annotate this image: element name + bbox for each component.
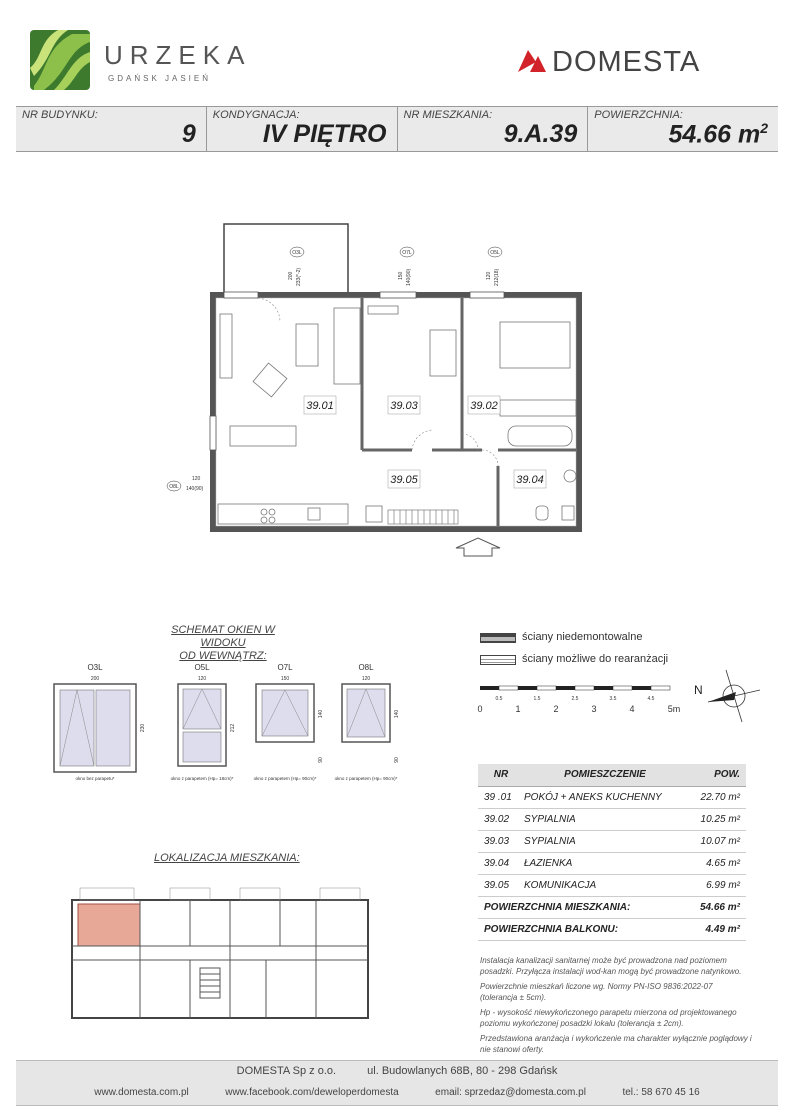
disclaimer-notes [480, 956, 752, 1060]
schema-width-o7l: 150 [280, 676, 290, 682]
schema-note-o8l: okno z parapetem (Hp= 90cm)* [334, 776, 398, 781]
balcony-outline [224, 224, 348, 296]
col-header-area: POW. [686, 764, 746, 786]
room-area: 4.65 m² [686, 852, 746, 874]
scale-major-3: 3 [591, 704, 597, 714]
rooms-header-row [478, 764, 746, 786]
room-label-3902: 39.02 [470, 400, 498, 412]
schema-note-o3l: okno bez parapetu* [75, 776, 115, 781]
col-header-name: POMIESZCZENIE [518, 764, 686, 786]
balcony-area-row [478, 918, 746, 940]
schema-width-o5l: 120 [197, 676, 207, 682]
movable-wall-label: ściany możliwe do rearanżacji [522, 653, 669, 665]
scale-major-2: 2 [553, 704, 559, 714]
window-schema [40, 662, 420, 802]
note-area-standard: Powierzchnie mieszkań liczone wg. Normy PN-ISO 9836:2022-07 (tolerancja ± 5cm). [480, 982, 713, 1002]
urzeka-leaf-icon [28, 28, 92, 92]
apartment-cell [398, 107, 589, 151]
room-nr: 39 .01 [478, 786, 518, 808]
room-name: ŁAZIENKA [518, 852, 686, 874]
footer-company: DOMESTA Sp z o.o. [236, 1065, 337, 1077]
footer-email-link[interactable]: email: sprzedaz@domesta.com.pl [435, 1087, 586, 1098]
scale-major-0: 0 [477, 704, 483, 714]
building-value: 9 [181, 120, 196, 148]
scale-major-1: 1 [515, 704, 521, 714]
dim-o7l-b: 140(90) [406, 268, 412, 286]
building-cell [16, 107, 207, 151]
room-name: SYPIALNIA [518, 808, 686, 830]
area-unit-sup: 2 [760, 119, 768, 136]
balcony-area-value: 4.49 m² [686, 918, 746, 940]
domesta-logo [518, 46, 768, 76]
scale-minor-0: 0.5 [495, 696, 503, 702]
table-row [478, 786, 746, 808]
location-keyplan [70, 880, 380, 1020]
footer-address: ul. Budowlanych 68B, 80 - 298 Gdańsk [367, 1065, 558, 1077]
location-title: LOKALIZACJA MIESZKANIA: [154, 852, 300, 864]
footer-website-link[interactable]: www.domesta.com.pl [94, 1087, 189, 1098]
scale-minor-1: 1.5 [533, 696, 541, 702]
schema-tag-o8l: O8L [358, 663, 374, 672]
table-row [478, 852, 746, 874]
window-tag-o8l: O8L [169, 484, 179, 490]
area-value [668, 120, 768, 149]
room-area: 22.70 m² [686, 786, 746, 808]
footer-contact-line [16, 1087, 778, 1098]
window-tag-o5l: O5L [490, 250, 500, 256]
note-arrangement: Przedstawiona aranżacja i wykończenie ma charakter wyłącznie poglądowy i nie stanowi oferty. [480, 1034, 752, 1054]
schema-width-o8l: 120 [361, 676, 371, 682]
schema-height-o8l: 140 [394, 709, 400, 719]
building-label: NR BUDYNKU: [22, 109, 98, 121]
apartment-label: NR MIESZKANIA: [403, 109, 493, 121]
table-row [478, 830, 746, 852]
scale-minor-3: 3.5 [609, 696, 617, 702]
room-name: SYPIALNIA [518, 830, 686, 852]
room-nr: 39.03 [478, 830, 518, 852]
urzeka-logo [28, 28, 252, 98]
balcony-area-label: POWIERZCHNIA BALKONU: [478, 918, 686, 940]
wardrobe-hatch [388, 510, 458, 524]
dim-o5l-a: 120 [486, 271, 492, 280]
highlighted-apartment [78, 904, 140, 946]
floor-value: IV PIĘTRO [262, 120, 387, 148]
room-area: 10.25 m² [686, 808, 746, 830]
table-row [478, 874, 746, 896]
window-tag-o3l: O3L [292, 250, 302, 256]
total-area-label: POWIERZCHNIA MIESZKANIA: [478, 896, 686, 918]
legend-row-movable [480, 652, 700, 674]
room-name: POKÓJ + ANEKS KUCHENNY [518, 786, 686, 808]
note-sill-height: Hp - wysokość niewykończonego parapetu mierzona od projektowanego poziomu wykończonej posadzki lokalu (tolerancja ± 2cm). [480, 1008, 737, 1028]
schema-height-o7l: 140 [318, 709, 324, 719]
area-label: POWIERZCHNIA: [594, 109, 683, 121]
dim-o3l-b: 233(*-2) [296, 267, 302, 286]
room-area: 6.99 m² [686, 874, 746, 896]
schema-sill-o7l: 90 [318, 757, 324, 763]
schema-sill-o8l: 90 [394, 757, 400, 763]
dim-o3l-a: 200 [288, 271, 294, 280]
dim-o8l-b: 140(90) [186, 486, 204, 492]
room-label-3903: 39.03 [390, 400, 418, 412]
room-name: KOMUNIKACJA [518, 874, 686, 896]
area-number: 54.66 m [668, 120, 761, 148]
schema-height-o5l: 212 [230, 723, 236, 733]
entrance-arrow-icon [456, 538, 500, 556]
room-nr: 39.02 [478, 808, 518, 830]
north-label: N [694, 683, 703, 697]
schema-note-o7l: okno z parapetem (Hp= 90cm)* [253, 776, 317, 781]
apartment-value: 9.A.39 [503, 120, 578, 148]
floor-cell [207, 107, 398, 151]
room-nr: 39.04 [478, 852, 518, 874]
room-area: 10.07 m² [686, 830, 746, 852]
dim-o7l-a: 150 [398, 271, 404, 280]
scale-major-5: 5m [667, 704, 681, 714]
domesta-mark-icon [518, 50, 546, 72]
project-subtitle: GDAŃSK JASIEŃ [108, 74, 212, 83]
project-name: URZEKA [104, 40, 252, 70]
dim-o8l-a: 120 [192, 476, 201, 482]
scale-minor-4: 4.5 [647, 696, 655, 702]
developer-logo-text: DOMESTA [552, 46, 701, 78]
schema-note-o5l: okno z parapetem (Hp= 18cm)* [170, 776, 234, 781]
total-area-row [478, 896, 746, 918]
total-area-value: 54.66 m² [686, 896, 746, 918]
schema-tag-o3l: O3L [87, 663, 103, 672]
floor-plan [160, 220, 600, 560]
window-schema-title [148, 624, 298, 663]
dim-o5l-b: 212(18) [494, 268, 500, 286]
area-cell [588, 107, 778, 151]
col-header-nr: NR [478, 764, 518, 786]
window-tag-o7l: O7L [402, 250, 412, 256]
room-nr: 39.05 [478, 874, 518, 896]
room-label-3904: 39.04 [516, 474, 544, 486]
note-sanitary: Instalacja kanalizacji sanitarnej może być prowadzona nad poziomem posadzki. Przyłącza instalacji wod-kan mogą być prowadzone natynkowo. [480, 956, 742, 976]
schema-tag-o7l: O7L [277, 663, 293, 672]
footer-phone[interactable]: tel.: 58 670 45 16 [622, 1087, 700, 1098]
schema-title-line2: OD WEWNĄTRZ: [179, 650, 267, 662]
footer-company-line [16, 1065, 778, 1077]
schema-height-o3l: 230 [140, 723, 146, 733]
furniture [218, 306, 576, 524]
movable-wall-swatch [480, 655, 516, 665]
footer-facebook-link[interactable]: www.facebook.com/deweloperdomesta [225, 1087, 399, 1098]
wall-legend [480, 630, 700, 674]
apartment-info-bar [16, 106, 778, 152]
scale-major-4: 4 [629, 704, 635, 714]
schema-width-o3l: 200 [90, 676, 100, 682]
table-row [478, 808, 746, 830]
footer [16, 1060, 778, 1106]
legend-row-fixed [480, 630, 700, 652]
schema-tag-o5l: O5L [194, 663, 210, 672]
schema-title-line1: SCHEMAT OKIEN W WIDOKU [171, 624, 275, 649]
fixed-wall-swatch [480, 633, 516, 643]
scale-minor-2: 2.5 [571, 696, 579, 702]
rooms-table [478, 764, 746, 941]
scale-bar [472, 682, 692, 718]
room-label-3905: 39.05 [390, 474, 418, 486]
room-label-3901: 39.01 [306, 400, 334, 412]
north-arrow-icon [686, 664, 762, 724]
floor-label: KONDYGNACJA: [212, 109, 300, 121]
fixed-wall-label: ściany niedemontowalne [522, 631, 643, 643]
